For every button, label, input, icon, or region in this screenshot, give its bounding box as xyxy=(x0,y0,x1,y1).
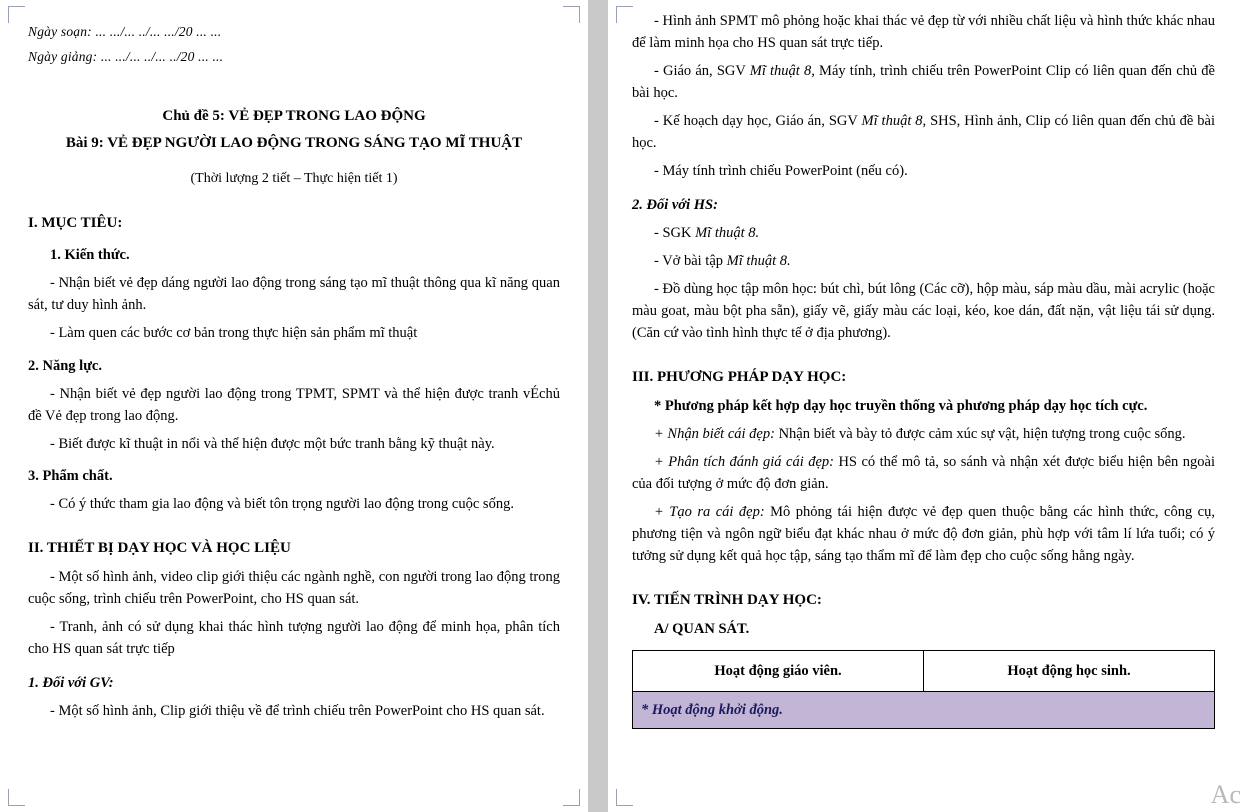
paragraph-method-main: * Phương pháp kết hợp dạy học truyền thống và phương pháp dạy học tích cực. xyxy=(654,398,1148,415)
paragraph-competency-2: - Biết được kĩ thuật in nổi và thể hiện được một bức tranh bằng kỹ thuật này. xyxy=(50,435,495,452)
paragraph-sgk xyxy=(632,222,1215,244)
lesson-duration-note: (Thời lượng 2 tiết – Thực hiện tiết 1) xyxy=(190,171,398,187)
text-segment-italic: + Tạo ra cái đẹp: xyxy=(654,504,765,521)
page-gutter xyxy=(588,0,608,812)
date-taught-line: Ngày giảng: ... .../... ../... ../20 ... ... xyxy=(28,48,224,64)
paragraph-method-1 xyxy=(632,423,1215,445)
left-page-content xyxy=(0,0,588,722)
table-row-header xyxy=(633,651,1215,692)
crop-mark-bottom-right xyxy=(563,789,580,806)
page-right xyxy=(608,0,1247,812)
date-prepared-line: Ngày soạn: ... .../... ../... .../20 ... ... xyxy=(28,24,222,39)
topic-title: Chủ đề 5: VẺ ĐẸP TRONG LAO ĐỘNG xyxy=(162,108,426,125)
subheading-knowledge: 1. Kiến thức. xyxy=(50,247,130,264)
table-header-student-activity: Hoạt động học sinh. xyxy=(924,651,1215,692)
table-header-teacher-activity: Hoạt động giáo viên. xyxy=(633,651,924,692)
subheading-for-student: 2. Đối với HS: xyxy=(632,197,718,214)
paragraph-lesson-plan-1 xyxy=(632,60,1215,104)
crop-mark-bottom-left xyxy=(8,789,25,806)
paragraph-knowledge-2: - Làm quen các bước cơ bản trong thực hiện sản phẩm mĩ thuật xyxy=(50,325,418,342)
text-segment-b: Nhận biết và bày tỏ được cảm xúc sự vật, hiện tượng trong cuộc sống. xyxy=(774,426,1186,443)
paragraph-powerpoint: - Máy tính trình chiếu PowerPoint (nếu có). xyxy=(654,163,908,180)
paragraph-lesson-plan-2 xyxy=(632,110,1215,154)
watermark-text: Ac xyxy=(1210,780,1241,809)
table-row-highlight xyxy=(633,692,1215,729)
paragraph-supplies: - Đồ dùng học tập môn học: bút chì, bút lông (Các cỡ), hộp màu, sáp màu dầu, mài acrylic (hoặc màu goat, màu bột pha sẵn), giấy vẽ, giấy màu các loại, kéo, koe dán, đất nặn, vật liệu tái sử dụng. (Căn cứ vào tình hình thực tế ở địa phương). xyxy=(632,281,1215,342)
text-segment-italic: Mĩ thuật 8. xyxy=(726,253,791,270)
text-segment-b: Mô phỏng tái hiện được vẻ đẹp quen thuộc bằng các hình thức, công cụ, phương tiện và ngôn ngữ biểu đạt khác nhau ở mức độ đơn giản, phù hợp với tâm lí lứa tuổi; có ý tưởng sử dụng kết quả học tập, sáng tạo thẩm mĩ để làm đẹp cho cuộc sống hằng ngày. xyxy=(632,504,1215,565)
lesson-title: Bài 9: VẺ ĐẸP NGƯỜI LAO ĐỘNG TRONG SÁNG TẠO MĨ THUẬT xyxy=(65,134,523,151)
text-segment-b: HS có thể mô tả, so sánh và nhận xét được biểu hiện bên ngoài của đối tượng ở mức độ đơn giản. xyxy=(632,454,1215,493)
paragraph-equipment-2: - Tranh, ảnh có sử dụng khai thác hình tượng người lao động để minh họa, phân tích cho HS quan sát trực tiếp xyxy=(28,618,560,657)
section-heading-process: IV. TIẾN TRÌNH DẠY HỌC: xyxy=(632,592,822,609)
section-heading-methods: III. PHƯƠNG PHÁP DẠY HỌC: xyxy=(632,369,847,386)
paragraph-quality-1: - Có ý thức tham gia lao động và biết tôn trọng người lao động trong cuộc sống. xyxy=(50,495,514,512)
section-heading-objectives: I. MỤC TIÊU: xyxy=(28,214,123,231)
paragraph-spmt-image: - Hình ảnh SPMT mô phỏng hoặc khai thác vẻ đẹp từ với nhiều chất liệu và hình thức khác nhau để làm minh họa cho HS quan sát trực tiếp. xyxy=(632,13,1215,52)
text-segment-a: - Vở bài tập xyxy=(654,253,727,270)
activities-table xyxy=(632,650,1215,729)
table-cell-warmup-activity: * Hoạt động khởi động. xyxy=(633,692,1215,729)
subheading-for-teacher: 1. Đối với GV: xyxy=(28,674,114,691)
subheading-competency: 2. Năng lực. xyxy=(28,357,102,374)
text-segment-italic: + Phân tích đánh giá cái đẹp: xyxy=(654,454,834,471)
text-segment-b: Máy tính, trình chiếu trên PowerPoint Clip có liên quan đến chủ đề bài học. xyxy=(632,63,1215,102)
text-segment-a: - SGK xyxy=(654,225,696,242)
paragraph-method-2 xyxy=(632,451,1215,495)
right-page-content xyxy=(608,0,1247,729)
crop-mark-bottom-left-right-page xyxy=(616,789,633,806)
text-segment-italic: + Nhận biết cái đẹp: xyxy=(654,426,775,443)
paragraph-equipment-1: - Một số hình ảnh, video clip giới thiệu các ngành nghề, con người trong lao động trong cuộc sống, trình chiếu trên PowerPoint, cho HS quan sát. xyxy=(28,568,560,607)
text-segment-italic: Mĩ thuật 8, xyxy=(749,63,815,80)
paragraph-method-3 xyxy=(632,501,1215,567)
paragraph-for-teacher-1: - Một số hình ảnh, Clip giới thiệu về để trình chiếu trên PowerPoint cho HS quan sát. xyxy=(50,702,545,719)
title-block xyxy=(28,105,560,190)
paragraph-competency-1: - Nhận biết vẻ đẹp người lao động trong TPMT, SPMT và thể hiện được tranh vÉchủ đề Vẻ đẹp trong lao động. xyxy=(28,385,560,424)
text-segment-a: - Kế hoạch dạy học, Giáo án, SGV xyxy=(654,113,862,130)
subheading-quality: 3. Phẩm chất. xyxy=(28,467,113,484)
text-segment-a: - Giáo án, SGV xyxy=(654,63,750,80)
paragraph-workbook xyxy=(632,250,1215,272)
section-heading-equipment: II. THIẾT BỊ DẠY HỌC VÀ HỌC LIỆU xyxy=(28,539,291,556)
subheading-observe: A/ QUAN SÁT. xyxy=(654,621,750,638)
text-segment-b: SHS, Hình ảnh, Clip có liên quan đến chủ đề bài học. xyxy=(632,113,1215,152)
page-left xyxy=(0,0,588,812)
text-segment-italic: Mĩ thuật 8, xyxy=(861,113,927,130)
text-segment-italic: Mĩ thuật 8. xyxy=(695,225,760,242)
paragraph-knowledge-1: - Nhận biết vẻ đẹp dáng người lao động trong sáng tạo mĩ thuật thông qua kĩ năng quan sát, tư duy hình ảnh. xyxy=(28,275,560,314)
